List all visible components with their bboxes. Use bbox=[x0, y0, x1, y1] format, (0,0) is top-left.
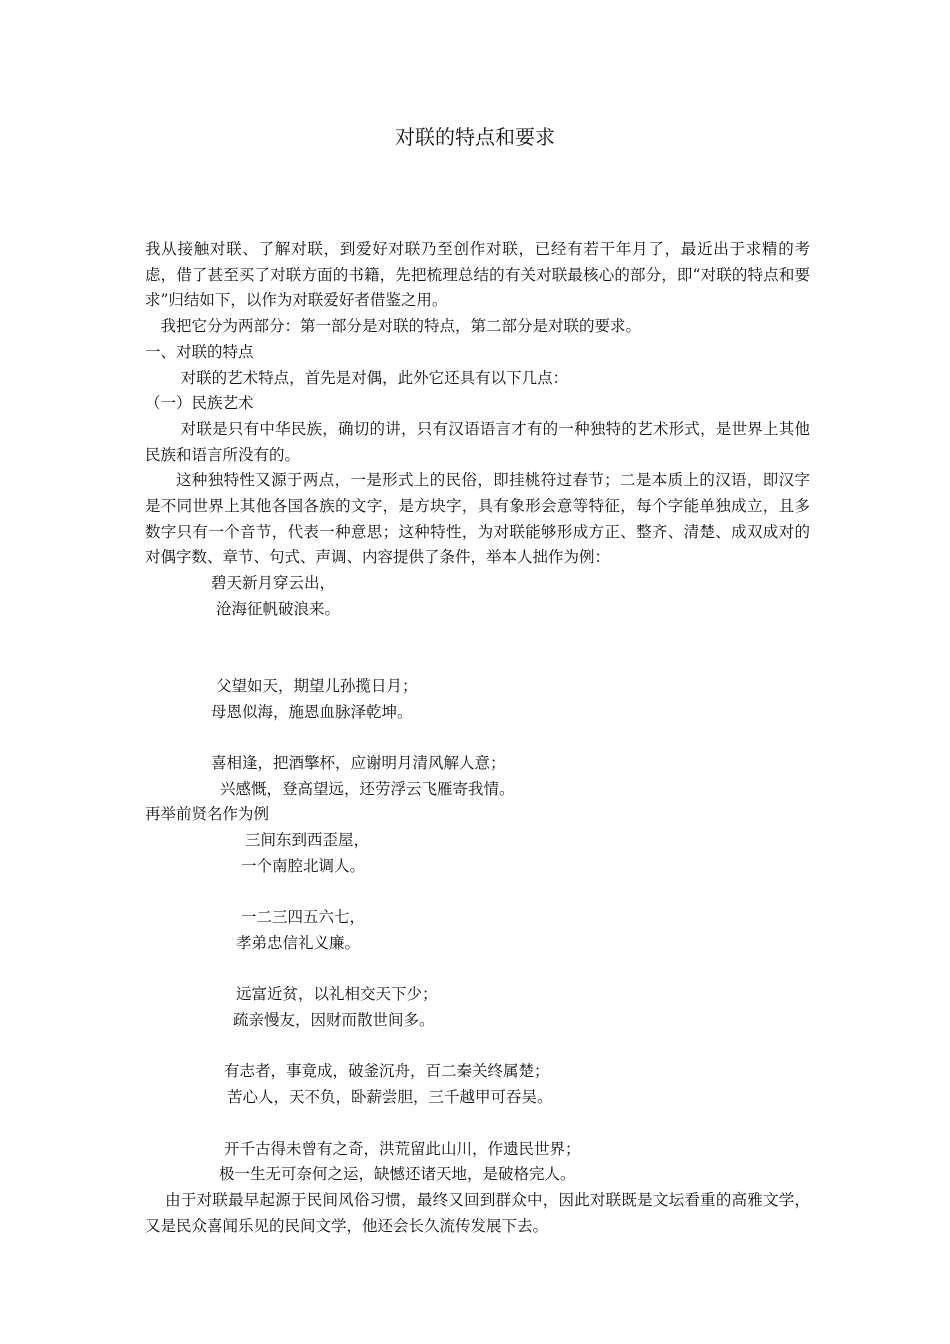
classic-couplet-2-upper: 一二三四五六七， bbox=[241, 908, 366, 927]
section-heading: 一、对联的特点 bbox=[145, 342, 254, 361]
own-couplet-3-lower: 兴感慨，登高望远，还劳浮云飞雁寄我情。 bbox=[220, 779, 515, 798]
own-couplet-3-upper: 喜相逢，把酒擎杯，应谢明月清风解人意； bbox=[211, 754, 506, 773]
own-couplet-2-lower: 母恩似海，施恩血脉泽乾坤。 bbox=[211, 702, 413, 721]
classic-couplet-1-lower: 一个南腔北调人。 bbox=[241, 856, 366, 875]
subsection-heading: （一）民族艺术 bbox=[145, 394, 254, 413]
own-couplet-2-upper: 父望如天，期望儿孙揽日月； bbox=[216, 676, 418, 695]
closing-paragraph: 由于对联最早起源于民间风俗习惯，最终又回到群众中，因此对联既是文坛看重的高雅文学，又是民众喜闻乐见的民间文学，他还会长久流传发展下去。 bbox=[145, 1190, 810, 1235]
classic-couplet-1-upper: 三间东到西歪屋， bbox=[245, 831, 370, 850]
structure-paragraph: 我把它分为两部分：第一部分是对联的特点，第二部分是对联的要求。 bbox=[160, 317, 642, 336]
national-art-paragraph: 对联是只有中华民族，确切的讲，只有汉语语言才有的一种独特的艺术形式，是世界上其他民族和语言所没有的。 bbox=[145, 419, 810, 464]
classic-couplet-2-lower: 孝弟忠信礼义廉。 bbox=[236, 933, 361, 952]
classic-couplet-5-upper: 开千古得未曾有之奇，洪荒留此山川，作遗民世界； bbox=[224, 1139, 581, 1158]
uniqueness-paragraph: 这种独特性又源于两点，一是形式上的民俗，即挂桃符过春节；二是本质上的汉语，即汉字是不同世界上其他各国各族的文字，是方块字，具有象形会意等特征，每个字能单独成立，且多数字只有一个音节，代表一种意思；这种特性，为对联能够形成方正、整齐、清楚、成双成对的对偶字数、章节、句式、声调、内容提供了条件，举本人拙作为例： bbox=[145, 471, 810, 567]
intro-paragraph: 我从接触对联、了解对联，到爱好对联乃至创作对联，已经有若干年月了，最近出于求精的考虑，借了甚至买了对联方面的书籍，先把梳理总结的有关对联最核心的部分，即“对联的特点和要求”归结如下，以作为对联爱好者借鉴之用。 bbox=[145, 240, 810, 310]
classic-couplet-4-lower: 苦心人，天不负，卧薪尝胆，三千越甲可吞吴。 bbox=[227, 1088, 553, 1107]
features-intro: 对联的艺术特点，首先是对偶，此外它还具有以下几点： bbox=[180, 368, 569, 387]
own-couplet-1-lower: 沧海征帆破浪来。 bbox=[216, 599, 341, 618]
document-body bbox=[145, 237, 810, 1239]
document-title: 对联的特点和要求 bbox=[395, 125, 555, 149]
own-couplet-1-upper: 碧天新月穿云出， bbox=[211, 574, 336, 593]
classic-couplet-4-upper: 有志者，事竟成，破釜沉舟，百二秦关终属楚； bbox=[224, 1062, 550, 1081]
classic-couplet-3-lower: 疏亲慢友，因财而散世间多。 bbox=[233, 1011, 435, 1030]
examples-intro: 再举前贤名作为例 bbox=[145, 805, 270, 824]
classic-couplet-3-upper: 远富近贫，以礼相交天下少； bbox=[236, 985, 438, 1004]
classic-couplet-5-lower: 极一生无可奈何之运，缺憾还诸天地，是破格完人。 bbox=[219, 1165, 576, 1184]
